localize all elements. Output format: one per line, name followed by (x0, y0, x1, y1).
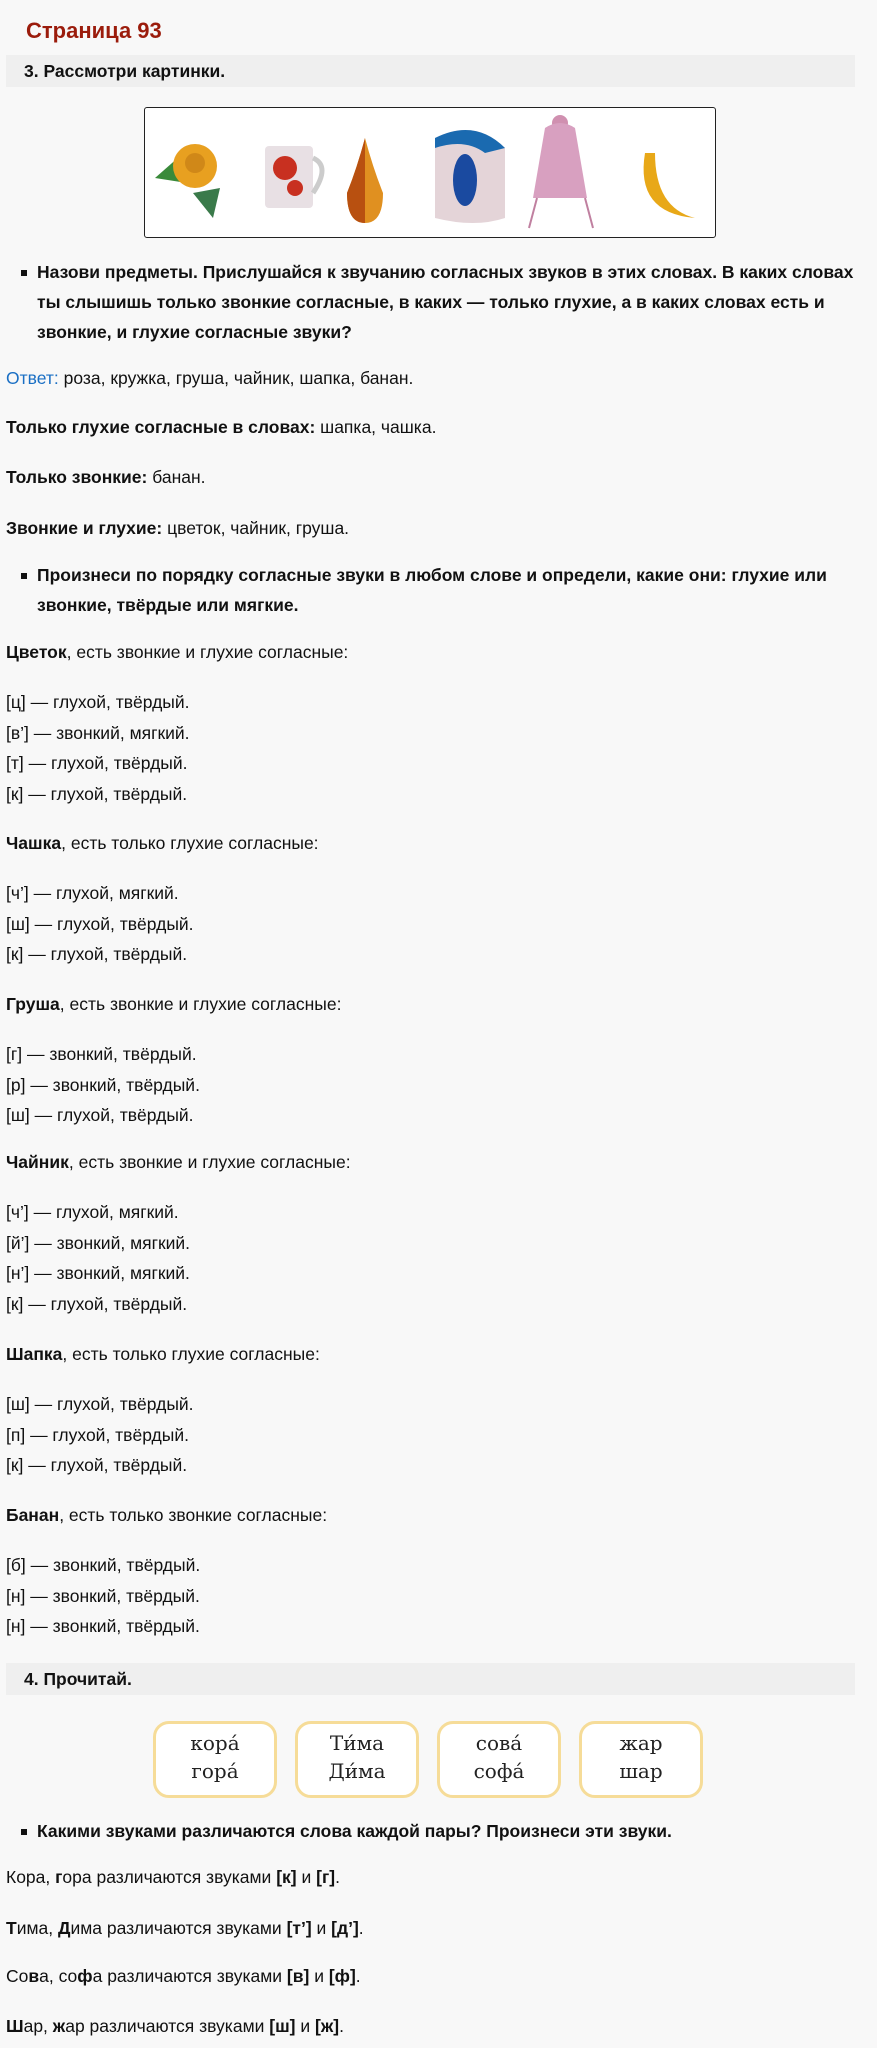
answer-segment: а различаются звуками (92, 1966, 287, 1986)
word-heading (6, 1503, 327, 1527)
card-word: жар (619, 1731, 663, 1755)
word-note: , есть звонкие и глухие согласные: (66, 642, 349, 662)
sound-item: [к] — глухой, твёрдый. (6, 783, 188, 804)
answer-segment: ар различаются звуками (65, 2016, 270, 2036)
word-heading (6, 1342, 320, 1366)
highlighted-sound: Ш (6, 2016, 24, 2036)
highlighted-sound: Т (6, 1918, 17, 1938)
answer-segment: има, (16, 1918, 58, 1938)
answer-segment: а, со (39, 1966, 78, 1986)
word: Банан (6, 1505, 60, 1525)
sound-item: [т] — глухой, твёрдый. (6, 753, 188, 773)
answer-label: Ответ: (6, 368, 59, 388)
pair-answer (6, 1964, 361, 1988)
card-word: гора́ (191, 1759, 239, 1783)
word-heading (6, 831, 319, 855)
only-voiceless-label: Только глухие согласные в словах: (6, 417, 316, 437)
sound-item: [й’] — звонкий, мягкий. (6, 1232, 191, 1253)
word-note: , есть звонкие и глухие согласные: (59, 994, 342, 1014)
sound-list (6, 1550, 200, 1642)
word-pair-card (153, 1721, 277, 1798)
word: Чайник (6, 1152, 69, 1172)
card-word: Ди́ма (328, 1759, 386, 1783)
highlighted-sound: г (55, 1867, 63, 1887)
answer-segment: и (311, 1918, 332, 1938)
answer-segment: има различаются звуками (70, 1918, 287, 1938)
pair-answer (6, 1916, 364, 1940)
card-word: софа́ (473, 1759, 525, 1783)
sound-item: [к] — глухой, твёрдый. (6, 944, 188, 964)
answer-segment: ора различаются звуками (62, 1867, 277, 1887)
word-pair-card (579, 1721, 703, 1798)
pair-answer (6, 1865, 340, 1889)
highlighted-sound: Д (57, 1918, 71, 1938)
highlighted-sound: [ф] (328, 1966, 356, 1986)
task4-heading: 4. Прочитай. (24, 1669, 132, 1689)
pear-image (347, 138, 383, 223)
answer-segment: . (355, 1966, 361, 1986)
word-pair-card (295, 1721, 419, 1798)
sound-item: [ш] — глухой, твёрдый. (6, 1394, 194, 1414)
sound-item: [ч’] — глухой, мягкий. (6, 883, 179, 903)
card-word: сова́ (475, 1731, 523, 1755)
sound-item: [п] — глухой, твёрдый. (6, 1424, 189, 1445)
sound-item: [к] — глухой, твёрдый. (6, 1455, 188, 1475)
card-word: шар (619, 1759, 663, 1783)
sound-list (6, 878, 194, 970)
word: Груша (6, 994, 60, 1014)
both-label: Звонкие и глухие: (6, 518, 163, 538)
question-differences: Какими звуками различаются слова каждой пары? Произнеси эти звуки. (21, 1816, 877, 1846)
highlighted-sound: [г] (316, 1867, 336, 1887)
word-note: , есть только глухие согласные: (61, 833, 319, 853)
sound-item: [ц] — глухой, твёрдый. (6, 692, 190, 712)
card-word: кора́ (190, 1731, 240, 1755)
answer-line (6, 366, 413, 390)
word: Шапка (6, 1344, 63, 1364)
rose-image (155, 144, 220, 218)
word: Чашка (6, 833, 62, 853)
sound-item: [в’] — звонкий, мягкий. (6, 722, 190, 743)
sound-item: [г] — звонкий, твёрдый. (6, 1044, 197, 1064)
highlighted-sound: [ш] (269, 2016, 296, 2036)
highlighted-sound: [т’] (286, 1918, 312, 1938)
objects-picture (144, 107, 716, 238)
sound-list (6, 1389, 194, 1481)
kettle-image (435, 130, 505, 223)
word-note: , есть звонкие и глухие согласные: (68, 1152, 351, 1172)
answer-segment: Кора, (6, 1867, 56, 1887)
word-heading (6, 992, 341, 1016)
answer-segment: . (339, 2016, 344, 2036)
answer-segment: ар, (23, 2016, 53, 2036)
only-voiced-label: Только звонкие: (6, 467, 148, 487)
word-pair-card (437, 1721, 561, 1798)
question-pronounce: Произнеси по порядку согласные звуки в любом слове и определи, какие они: глухие или звонкие, твёрдые или мягкие. (21, 560, 877, 620)
highlighted-sound: [д’] (331, 1918, 359, 1938)
sound-item: [ч’] — глухой, мягкий. (6, 1202, 179, 1222)
page-title: Страница 93 (26, 18, 162, 43)
answer-segment: и (295, 2016, 316, 2036)
sound-list (6, 687, 190, 809)
task3-heading: 3. Рассмотри картинки. (24, 61, 226, 81)
sound-item: [б] — звонкий, твёрдый. (6, 1555, 201, 1575)
hat-image (529, 115, 593, 228)
word-note: , есть только звонкие согласные: (59, 1505, 328, 1525)
only-voiced-text: банан. (147, 467, 206, 487)
sound-item: [н] — звонкий, твёрдый. (6, 1585, 200, 1606)
banana-image (644, 153, 695, 218)
highlighted-sound: в (28, 1966, 40, 1986)
highlighted-sound: ф (77, 1966, 93, 1986)
answer-segment: . (335, 1867, 340, 1887)
highlighted-sound: [ж] (315, 2016, 340, 2036)
pair-answer (6, 2014, 344, 2038)
sound-item: [р] — звонкий, твёрдый. (6, 1074, 200, 1095)
sound-list (6, 1197, 190, 1319)
question-name-objects: Назови предметы. Прислушайся к звучанию согласных звуков в этих словах. В каких словах ты слышишь только звонкие согласные, в каких — только глухие, а в каких словах есть и звонкие, и глухие согласные звуки? (21, 257, 877, 347)
both-text: цветок, чайник, груша. (162, 518, 350, 538)
word-note: , есть только глухие согласные: (62, 1344, 320, 1364)
sound-item: [к] — глухой, твёрдый. (6, 1293, 188, 1314)
highlighted-sound: [в] (286, 1966, 310, 1986)
sound-item: [н’] — звонкий, мягкий. (6, 1263, 190, 1283)
highlighted-sound: [к] (276, 1867, 297, 1887)
sound-item: [ш] — глухой, твёрдый. (6, 913, 194, 934)
answer-segment: . (358, 1918, 364, 1938)
answer-text: роза, кружка, груша, чайник, шапка, банан. (58, 368, 414, 388)
answer-segment: и (309, 1966, 329, 1986)
mug-image (265, 146, 322, 208)
task3-heading-bar (6, 55, 855, 87)
answer-segment: и (296, 1867, 317, 1887)
word-heading (6, 640, 348, 664)
only-voiced-line (6, 465, 206, 489)
answer-segment: Со (6, 1966, 29, 1986)
word: Цветок (6, 642, 67, 662)
sound-list (6, 1039, 200, 1131)
only-voiceless-text: шапка, чашка. (315, 417, 437, 437)
sound-item: [н] — звонкий, твёрдый. (6, 1616, 200, 1636)
both-line (6, 516, 349, 540)
word-heading (6, 1150, 351, 1174)
card-word: Ти́ма (329, 1731, 385, 1755)
task4-heading-bar (6, 1663, 855, 1695)
highlighted-sound: ж (52, 2016, 66, 2036)
sound-item: [ш] — глухой, твёрдый. (6, 1105, 194, 1125)
only-voiceless-line (6, 415, 436, 439)
